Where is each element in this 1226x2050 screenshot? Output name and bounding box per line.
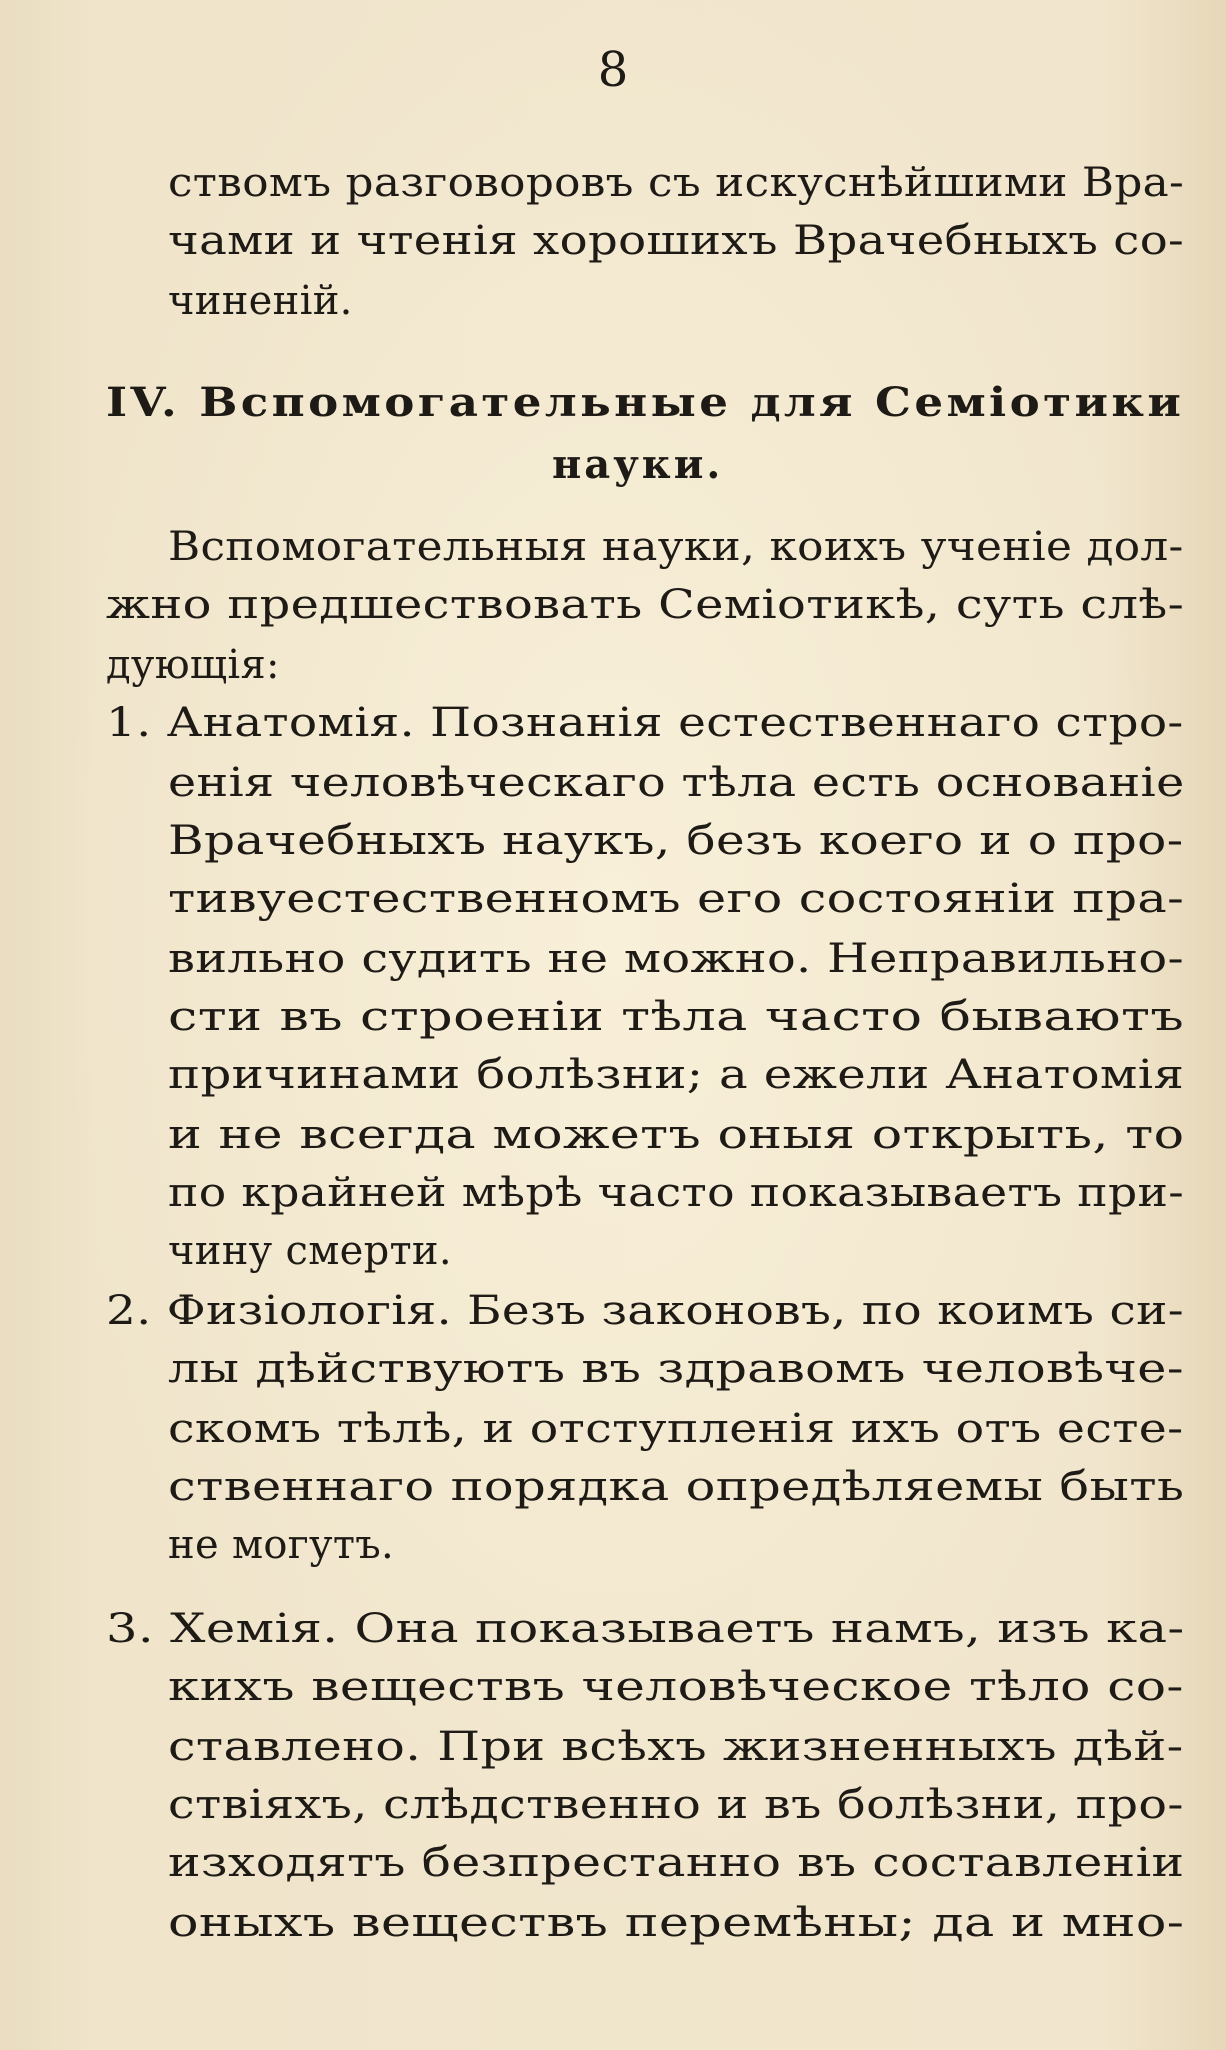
list-item-3-line-2: кихъ веществъ человѣческое тѣло со- [168,1664,1184,1710]
list-item-3-line-5: изходятъ безпрестанно въ составленіи [168,1840,1185,1886]
list-item-2-line-4: ственнаго порядка опредѣляемы быть [168,1464,1185,1510]
list-item-3-line-3: ставлено. При всѣхъ жизненныхъ дѣй- [168,1724,1184,1770]
list-item-1-line-4: тивуестественномъ его состояніи пра- [168,876,1185,922]
list-item-3-line-6: оныхъ веществъ перемѣны; да и мно- [168,1900,1185,1946]
text-line-7: жно предшествовать Семіотикѣ, суть слѣ- [106,582,1185,628]
list-item-1-line-3: Врачебныхъ наукъ, безъ коего и о про- [168,818,1184,864]
list-item-1-line-8: и не всегда можетъ оныя открыть, то [168,1112,1185,1158]
section-heading-continued: науки. [552,441,724,488]
list-item-3-line-1: 3. Хемія. Она показываетъ намъ, изъ ка- [106,1606,1185,1652]
text-line-1: ствомъ разговоровъ съ искуснѣйшими Вра- [168,160,1185,206]
list-item-1-line-2: енія человѣческаго тѣла есть основаніе [168,760,1185,806]
text-line-6: Вспомогательныя науки, коихъ ученіе дол- [168,524,1184,570]
text-line-3: чиненій. [168,278,353,324]
list-item-1-line-5: вильно судить не можно. Неправильно- [168,936,1184,982]
page-number: 8 [597,42,629,98]
list-item-2-line-5: не могутъ. [168,1522,395,1568]
list-item-2-line-2: лы дѣйствуютъ въ здравомъ человѣче- [168,1346,1184,1392]
list-item-3-line-4: ствіяхъ, слѣдственно и въ болѣзни, про- [168,1782,1184,1828]
list-item-1-line-6: сти въ строеніи тѣла часто бываютъ [168,994,1185,1040]
text-line-2: чами и чтенія хорошихъ Врачебныхъ со- [168,218,1185,264]
list-item-2-line-3: скомъ тѣлѣ, и отступленія ихъ отъ есте- [168,1406,1184,1452]
list-item-2-line-1: 2. Физіологія. Безъ законовъ, по коимъ си- [106,1288,1184,1334]
section-heading: IV. Вспомогательные для Семіотики [106,379,1185,426]
text-line-8: дующія: [106,642,280,688]
list-item-1-line-9: по крайней мѣрѣ часто показываетъ при- [168,1170,1185,1216]
list-item-1-line-7: причинами болѣзни; а ежели Анатомія [168,1052,1185,1098]
list-item-1-line-1: 1. Анатомія. Познанія естественнаго стро- [106,700,1184,746]
list-item-1-line-10: чину смерти. [168,1228,452,1274]
